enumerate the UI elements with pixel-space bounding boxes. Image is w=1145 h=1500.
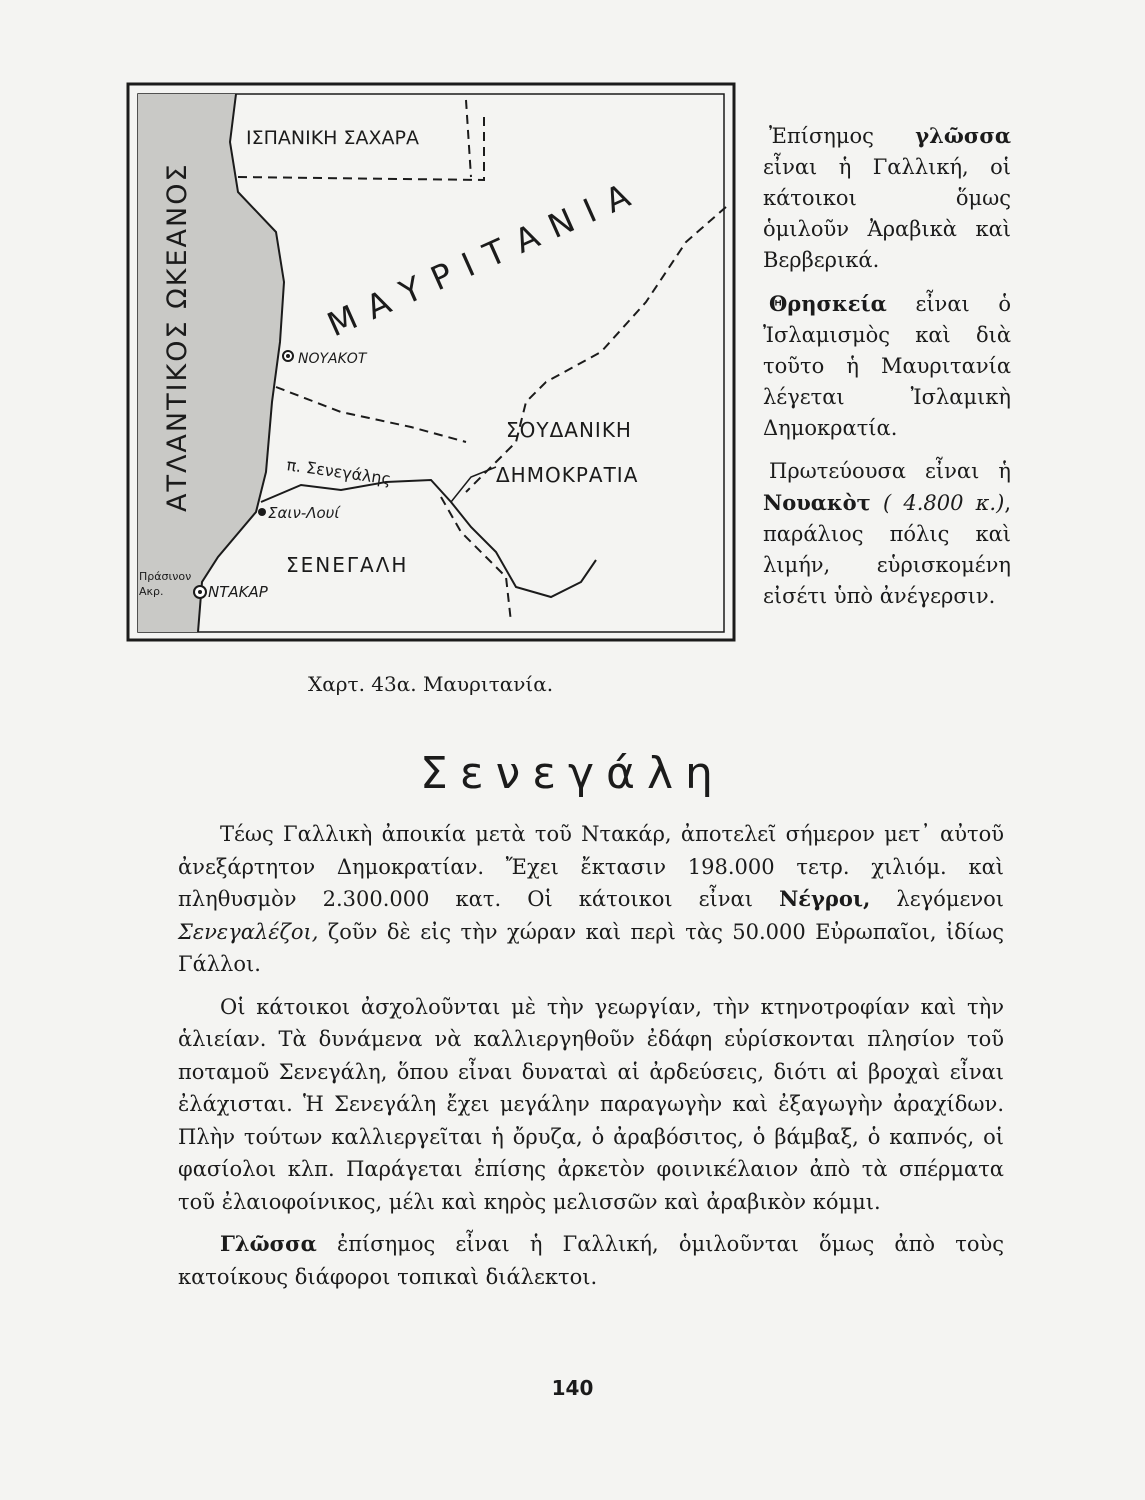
main-p3-text: ἐπίσημος εἶναι ἡ Γαλλική, ὁμιλοῦνται ὅμως ἀπὸ τοὺς κατοίκους διάφοροι τοπικαὶ διάλεκτοι. (178, 1232, 1004, 1289)
ocean-label: ΑΤΛΑΝΤΙΚΟΣ ΩΚΕΑΝΟΣ (162, 162, 193, 512)
main-p1-bold: Νέγροι, (779, 886, 871, 911)
main-paragraph-3 (178, 1228, 1004, 1293)
side-p1-text: Ἐπίσημος (769, 124, 916, 148)
main-paragraph-2: Οἱ κάτοικοι ἀσχολοῦνται μὲ τὴν γεωργίαν, τὴν κτηνοτροφίαν καὶ τὴν ἁλιείαν. Τὰ δυνάμενα νὰ καλλιεργηθοῦν ἐδάφη εὑρίσκονται πλησίον τοῦ ποταμοῦ Σενεγάλη, ὅπου εἶναι δυναταὶ αἱ ἀρδεύσεις, διότι αἱ βροχαὶ εἶναι ἐλάχισται. Ἡ Σενεγάλη ἔχει μεγάλην παραγωγὴν καὶ ἐξαγωγὴν ἀραχίδων. Πλὴν τούτων καλλιεργεῖται ἡ ὄρυζα, ὁ ἀραβόσιτος, ὁ βάμβαξ, ὁ καπνός, οἱ φασίολοι κλπ. Παράγεται ἐπίσης ἀρκετὸν φοινικέλαιον ἀπὸ τὰ σπέρματα τοῦ ἐλαιοφοίνικος, μέλι καὶ κηρὸς μελισσῶν καὶ ἀραβικὸν κόμμι. (178, 994, 1004, 1214)
main-text (178, 818, 1004, 1303)
side-column (763, 120, 1011, 624)
river-label: π. Σενεγάλης (285, 455, 393, 489)
nouakchott-label: ΝΟΥΑΚΟΤ (298, 351, 367, 367)
main-p1-italic: Σενεγαλέζοι, (178, 919, 319, 944)
side-p1-text-end: εἶναι ἡ Γαλλική, οἱ κάτοικοι ὅμως ὁμιλοῦν Ἀραβικὰ καὶ Βερβερικά. (763, 155, 1011, 272)
saint-louis-marker (258, 508, 266, 516)
senegal-river (261, 480, 596, 597)
side-p3-text-end: , παράλιος πόλις καὶ λιμήν, εὑρισκομένη εἰσέτι ὑπὸ ἀνέγερσιν. (763, 491, 1011, 608)
ocean-area (138, 94, 284, 632)
side-p3-bold: Νουακὸτ (763, 490, 871, 515)
side-paragraph-religion (763, 288, 1011, 444)
side-paragraph-language (763, 120, 1011, 276)
main-paragraph-1 (178, 818, 1004, 981)
mauritania-label: ΜΑΥΡΙΤΑΝΙΑ (321, 170, 649, 345)
section-heading: Σενεγάλη (420, 748, 725, 799)
sudan-label-line2: ΔΗΜΟΚΡΑΤΙΑ (496, 463, 639, 487)
side-p2-text: εἶναι ὁ Ἰσλαμισμὸς καὶ διὰ τοῦτο ἡ Μαυριτανία λέγεται Ἰσλαμικὴ Δημοκρατία. (763, 292, 1011, 440)
map-figure (126, 82, 738, 650)
nouakchott-dot (286, 354, 290, 358)
main-p1-mid: λεγόμενοι (870, 887, 1004, 911)
side-p2-bold: Θρησκεία (769, 291, 887, 316)
map-svg (126, 82, 738, 650)
sudan-label-line1: ΣΟΥΔΑΝΙΚΗ (506, 418, 632, 442)
river-branch (451, 467, 496, 502)
saint-louis-label: Σαιν-Λουί (268, 504, 340, 522)
sahara-label: ΙΣΠΑΝΙΚΗ ΣΑΧΑΡΑ (246, 127, 419, 149)
main-p1-text-end: ζοῦν δὲ εἰς τὴν χώραν καὶ περὶ τὰς 50.000 Εὐρωπαῖοι, ἰδίως Γάλλοι. (178, 919, 1004, 976)
cape-label-line2: Ακρ. (139, 585, 164, 598)
cape-label-line1: Πράσινον (139, 570, 192, 583)
main-p3-bold: Γλῶσσα (220, 1231, 317, 1256)
side-p3-italic: ( 4.800 κ.) (870, 491, 1005, 515)
side-p3-text: Πρωτεύουσα εἶναι ἡ (769, 459, 1011, 483)
main-p1-text: Τέως Γαλλικὴ ἀποικία μετὰ τοῦ Ντακάρ, ἀποτελεῖ σήμερον μετ᾽ αὐτοῦ ἀνεξάρτητον Δημοκρατίαν. Ἔχει ἔκτασιν 198.000 τετρ. χιλιόμ. καὶ πληθυσμὸν 2.300.000 κατ. Οἱ κάτοικοι εἶναι (178, 822, 1004, 911)
map-caption: Χαρτ. 43α. Μαυριτανία. (308, 672, 554, 696)
dakar-dot (198, 590, 202, 594)
senegal-map-label: ΣΕΝΕΓΑΛΗ (286, 553, 409, 577)
side-p1-bold: γλῶσσα (915, 123, 1011, 148)
side-paragraph-capital (763, 456, 1011, 612)
border-internal (276, 387, 466, 442)
dakar-label: ΝΤΑΚΑΡ (208, 583, 268, 601)
page-number: 140 (551, 1376, 594, 1400)
